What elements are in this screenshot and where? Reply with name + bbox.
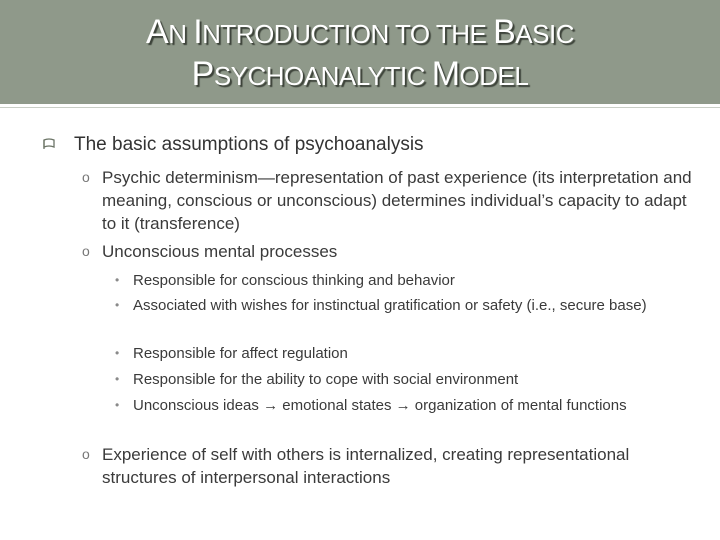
bullet-icon: • bbox=[115, 273, 120, 287]
sub-list-item-text: Responsible for affect regulation bbox=[133, 345, 348, 362]
list-item-text: Experience of self with others is internalized, creating representational structures of interpersonal interactions bbox=[102, 445, 630, 487]
list-item-text: Psychic determinism—representation of past experience (its interpretation and meaning, conscious or unconscious) determines individual’s capacity to adapt to it (transference) bbox=[102, 168, 692, 233]
title-char: B bbox=[493, 13, 516, 51]
sub-list-item-text: Responsible for the ability to cope with social environment bbox=[133, 371, 519, 388]
scroll-bullet-icon bbox=[42, 137, 56, 151]
title-text: ODEL bbox=[459, 61, 529, 91]
sub-list-item-text: Responsible for conscious thinking and behavior bbox=[133, 272, 455, 289]
bullet-icon: • bbox=[115, 372, 120, 386]
title-char: A bbox=[146, 13, 169, 51]
title-line-2 bbox=[0, 54, 720, 96]
bullet-icon: • bbox=[115, 298, 120, 312]
sub-list-item-text: Associated with wishes for instinctual gratification or safety (i.e., secure base) bbox=[133, 297, 647, 314]
slide-title bbox=[0, 12, 720, 96]
title-text: ASIC bbox=[515, 19, 574, 49]
bullet-icon: • bbox=[115, 346, 120, 360]
title-text: NTRODUCTION TO THE bbox=[202, 19, 494, 49]
list-item-text: Unconscious mental processes bbox=[102, 242, 338, 261]
title-line-1 bbox=[0, 12, 720, 54]
bullet-icon: • bbox=[115, 398, 120, 412]
title-char: P bbox=[191, 55, 214, 93]
title-char: I bbox=[193, 13, 203, 51]
bullet-icon: o bbox=[82, 446, 90, 462]
sub-list-item-text: Unconscious ideas → emotional states → organization of mental functions bbox=[133, 397, 627, 414]
title-text: SYCHOANALYTIC bbox=[213, 61, 432, 91]
title-char: M bbox=[431, 55, 460, 93]
bullet-icon: o bbox=[82, 169, 90, 185]
heading-text: The basic assumptions of psychoanalysis bbox=[74, 134, 424, 155]
title-text: N bbox=[168, 19, 194, 49]
bullet-icon: o bbox=[82, 243, 90, 259]
